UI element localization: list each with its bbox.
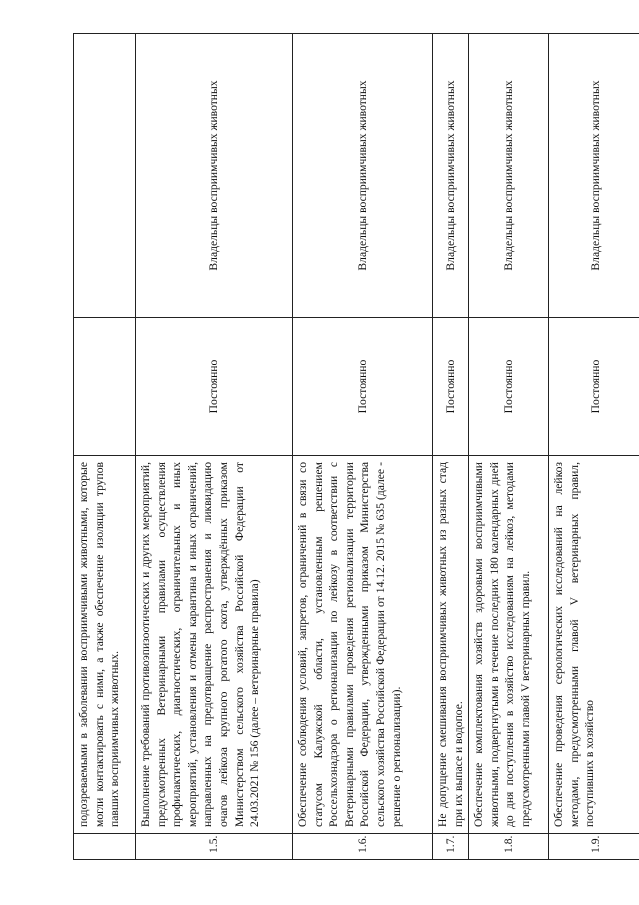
table-row xyxy=(469,34,549,860)
row-responsible: Владельцы восприимчивых животных xyxy=(469,34,549,318)
table-row xyxy=(293,34,433,860)
row-number: 1.5. xyxy=(136,834,293,860)
row-number: 1.6. xyxy=(293,834,433,860)
row-number: 1.7. xyxy=(433,834,469,860)
row-description: Выполнение требований противоэпизоотических и других мероприятий, предусмотренных Ветеринарными правилами осуществления профилактических, диагностических, ограничительных и иных мероприятий, установления и отмены карантина и иных ограничений, направленных на предотвращение распространения и ликвидацию очагов лейкоза крупного рогатого скота, утверждённых приказом Министерством сельского хозяйства Российской Федерации от 24.03.2021 № 156 (далее – ветеринарные правила) xyxy=(136,456,293,834)
table-row xyxy=(74,34,136,860)
row-responsible xyxy=(74,34,136,318)
row-description: Обеспечение комплектования хозяйств здоровыми восприимчивыми животными, подвергнутыми в течение последних 180 календарных дней до дня поступления в хозяйство исследованиям на лейкоз, методами предусмотренными главой V ветеринарных правил. xyxy=(469,456,549,834)
row-number xyxy=(74,834,136,860)
row-term: Постоянно xyxy=(136,318,293,456)
row-description: Обеспечение соблюдения условий, запретов, ограничений в связи со статусом Калужской области, установленным решением Россельхознадзора о регионализации по лейкозу в соответствии с Ветеринарными правилами проведения регионализации территории Российской Федерации, утвержденными приказом Министерства сельского хозяйства Российской Федерации от 14.12. 2015 № 635 (далее - решение о регионализации). xyxy=(293,456,433,834)
table-row xyxy=(136,34,293,860)
row-term: Постоянно xyxy=(549,318,639,456)
row-description: Не допущение смешивания восприимчивых животных из разных стад при их выпасе и водопое. xyxy=(433,456,469,834)
row-term: Постоянно xyxy=(469,318,549,456)
table-row xyxy=(433,34,469,860)
row-term: Постоянно xyxy=(293,318,433,456)
row-description: Обеспечение проведения серологических исследований на лейкоз методами, предусмотренными главой V ветеринарных правил, поступивших в хозяйство xyxy=(549,456,639,834)
row-responsible: Владельцы восприимчивых животных xyxy=(293,34,433,318)
row-responsible: Владельцы восприимчивых животных xyxy=(136,34,293,318)
measures-table xyxy=(73,33,639,860)
row-term: Постоянно xyxy=(433,318,469,456)
row-responsible: Владельцы восприимчивых животных xyxy=(549,34,639,318)
row-number: 1.8. xyxy=(469,834,549,860)
table-row xyxy=(549,34,639,860)
rotated-page xyxy=(73,34,639,860)
row-term xyxy=(74,318,136,456)
row-description: подозреваемыми в заболевании восприимчивыми животными, которые могли контактировать с ними, а также обеспечение изоляции трупов павших восприимчивых животных. xyxy=(74,456,136,834)
row-responsible: Владельцы восприимчивых животных xyxy=(433,34,469,318)
row-number: 1.9. xyxy=(549,834,639,860)
